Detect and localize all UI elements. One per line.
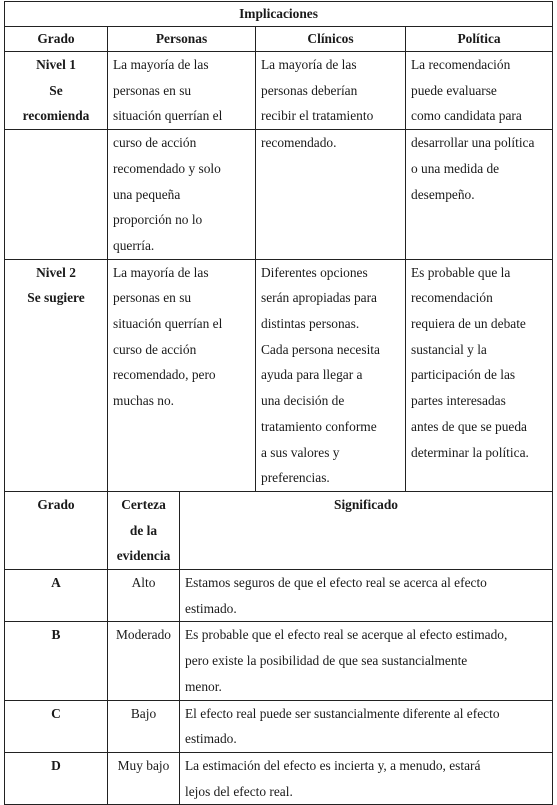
- text-line: situación querrían el: [113, 108, 223, 124]
- text-line: personas en su: [113, 82, 192, 98]
- text-line: partes interesadas: [411, 393, 506, 409]
- col-header-significado: Significado: [180, 491, 553, 569]
- grado-line: Nivel 1: [36, 57, 76, 72]
- grade-letter: B: [5, 622, 108, 700]
- certainty-level: Bajo: [108, 700, 180, 752]
- grado-line: recomienda: [22, 108, 90, 124]
- table-row-nivel1-bottom: [5, 130, 553, 260]
- text-line: Diferentes opciones: [261, 264, 368, 280]
- personas-nivel2: [108, 259, 256, 491]
- text-line: curso de acción: [113, 135, 197, 151]
- text-line: requiera de un debate: [411, 316, 526, 332]
- text-line: La recomendación: [411, 57, 511, 72]
- politica-nivel2: [406, 259, 553, 491]
- grade-letter: D: [5, 752, 108, 804]
- text-line: recomendado.: [261, 135, 337, 151]
- clinicos-nivel1-top: [256, 52, 406, 130]
- header-line: evidencia: [116, 548, 171, 564]
- text-line: recomendado, pero: [113, 367, 216, 383]
- grado-line: Se: [49, 82, 63, 98]
- text-line: una decisión de: [261, 393, 345, 409]
- col-header-grado: Grado: [5, 27, 108, 52]
- grado-nivel1-continuation: [5, 130, 108, 260]
- text-line: Cada persona necesita: [261, 341, 380, 357]
- text-line: situación querrían el: [113, 316, 223, 332]
- personas-nivel1-bottom: [108, 130, 256, 260]
- text-line: pero existe la posibilidad de que sea sustancialmente: [185, 653, 468, 669]
- document-page: [4, 1, 552, 805]
- implications-title: Implicaciones: [5, 2, 553, 27]
- text-line: puede evaluarse: [411, 82, 497, 98]
- implications-table: [4, 1, 553, 492]
- text-line: recibir el tratamiento: [261, 108, 374, 124]
- text-line: sustancial y la: [411, 341, 487, 357]
- grado-nivel1: [5, 52, 108, 130]
- text-line: estimado.: [185, 600, 237, 616]
- text-line: La mayoría de las: [261, 57, 357, 72]
- header-line: Certeza: [121, 496, 166, 512]
- text-line: La mayoría de las: [113, 264, 209, 280]
- meaning-cell: [180, 700, 553, 752]
- personas-nivel1-top: [108, 52, 256, 130]
- text-line: recomendación: [411, 290, 493, 306]
- certainty-level: Muy bajo: [108, 752, 180, 804]
- text-line: desempeño.: [411, 186, 475, 202]
- col-header-certeza: [108, 491, 180, 569]
- grado-line: Se sugiere: [27, 290, 85, 306]
- clinicos-nivel2: [256, 259, 406, 491]
- col-header-personas: Personas: [108, 27, 256, 52]
- text-line: o una medida de: [411, 160, 500, 176]
- text-line: determinar la política.: [411, 444, 529, 460]
- evidence-certainty-table: [4, 491, 553, 805]
- text-line: estimado.: [185, 731, 237, 747]
- table-row-nivel2: [5, 259, 553, 491]
- meaning-cell: [180, 570, 553, 622]
- col-header-grado-2: Grado: [5, 491, 108, 569]
- text-line: participación de las: [411, 367, 516, 383]
- text-line: proporción no lo: [113, 212, 203, 228]
- certainty-level: Moderado: [108, 622, 180, 700]
- table2-header-row: [5, 491, 553, 569]
- clinicos-nivel1-bottom: [256, 130, 406, 260]
- grado-nivel2: [5, 259, 108, 491]
- text-line: recomendado y solo: [113, 160, 221, 176]
- table-row-grade-b: [5, 622, 553, 700]
- text-line: desarrollar una política: [411, 135, 535, 151]
- table-row-grade-d: [5, 752, 553, 804]
- text-line: tratamiento conforme: [261, 418, 377, 434]
- text-line: Es probable que el efecto real se acerque al efecto estimado,: [185, 627, 508, 643]
- col-header-clinicos: Clínicos: [256, 27, 406, 52]
- meaning-cell: [180, 622, 553, 700]
- text-line: personas deberían: [261, 82, 358, 98]
- text-line: preferencias.: [261, 470, 330, 486]
- text-line: Estamos seguros de que el efecto real se acerca al efecto: [185, 575, 487, 591]
- text-line: a sus valores y: [261, 444, 340, 460]
- text-line: El efecto real puede ser sustancialmente diferente al efecto: [185, 705, 500, 721]
- text-line: personas en su: [113, 290, 192, 306]
- table-row-nivel1-top: [5, 52, 553, 130]
- text-line: lejos del efecto real.: [185, 783, 293, 799]
- table-row-grade-a: [5, 570, 553, 622]
- col-header-politica: Política: [406, 27, 553, 52]
- certainty-level: Alto: [108, 570, 180, 622]
- grado-line: Nivel 2: [36, 264, 76, 280]
- grade-letter: C: [5, 700, 108, 752]
- text-line: La estimación del efecto es incierta y, a menudo, estará: [185, 757, 481, 773]
- text-line: antes de que se pueda: [411, 418, 528, 434]
- meaning-cell: [180, 752, 553, 804]
- text-line: querría.: [113, 237, 155, 253]
- text-line: serán apropiadas para: [261, 290, 377, 306]
- text-line: una pequeña: [113, 186, 181, 202]
- text-line: curso de acción: [113, 341, 197, 357]
- text-line: muchas no.: [113, 393, 174, 409]
- text-line: ayuda para llegar a: [261, 367, 363, 383]
- grade-letter: A: [5, 570, 108, 622]
- text-line: menor.: [185, 678, 222, 694]
- text-line: distintas personas.: [261, 316, 360, 332]
- politica-nivel1-bottom: [406, 130, 553, 260]
- politica-nivel1-top: [406, 52, 553, 130]
- text-line: La mayoría de las: [113, 57, 209, 72]
- text-line: como candidata para: [411, 108, 522, 124]
- table-row-grade-c: [5, 700, 553, 752]
- text-line: Es probable que la: [411, 264, 511, 280]
- header-line: de la: [129, 522, 158, 538]
